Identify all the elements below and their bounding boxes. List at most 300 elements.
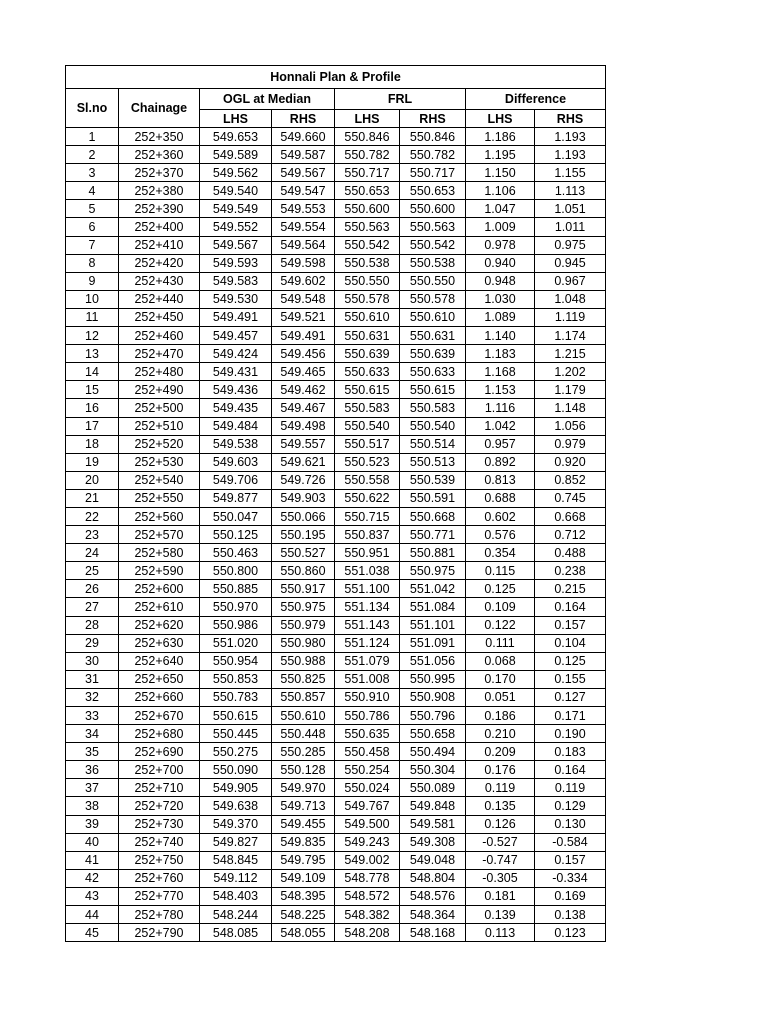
ogl-rhs-cell: 549.553 — [272, 200, 335, 218]
frl-lhs-cell: 550.622 — [335, 489, 400, 507]
frl-rhs-cell: 550.583 — [400, 399, 466, 417]
ogl-rhs-header: RHS — [272, 110, 335, 128]
difference-lhs-cell: -0.527 — [466, 833, 535, 851]
ogl-rhs-cell: 550.195 — [272, 526, 335, 544]
frl-lhs-cell: 550.610 — [335, 308, 400, 326]
difference-rhs-cell: 0.488 — [535, 544, 606, 562]
frl-lhs-cell: 550.550 — [335, 272, 400, 290]
difference-rhs-cell: 1.215 — [535, 345, 606, 363]
ogl-lhs-cell: 549.567 — [200, 236, 272, 254]
frl-rhs-cell: 550.514 — [400, 435, 466, 453]
chainage-cell: 252+720 — [119, 797, 200, 815]
ogl-lhs-cell: 550.970 — [200, 598, 272, 616]
difference-lhs-cell: 1.150 — [466, 164, 535, 182]
frl-lhs-cell: 551.143 — [335, 616, 400, 634]
difference-rhs-cell: 0.171 — [535, 707, 606, 725]
frl-lhs-cell: 550.517 — [335, 435, 400, 453]
difference-lhs-cell: 1.195 — [466, 146, 535, 164]
slno-cell: 27 — [66, 598, 119, 616]
difference-rhs-cell: 1.048 — [535, 290, 606, 308]
chainage-cell: 252+480 — [119, 363, 200, 381]
difference-rhs-cell: 1.179 — [535, 381, 606, 399]
table-row — [66, 815, 606, 833]
frl-rhs-cell: 550.846 — [400, 128, 466, 146]
ogl-lhs-cell: 549.593 — [200, 254, 272, 272]
frl-rhs-cell: 550.639 — [400, 345, 466, 363]
frl-rhs-cell: 550.796 — [400, 707, 466, 725]
chainage-cell: 252+350 — [119, 128, 200, 146]
ogl-rhs-cell: 549.564 — [272, 236, 335, 254]
chainage-cell: 252+740 — [119, 833, 200, 851]
slno-cell: 19 — [66, 453, 119, 471]
difference-lhs-cell: 1.042 — [466, 417, 535, 435]
difference-rhs-cell: 0.215 — [535, 580, 606, 598]
ogl-lhs-cell: 549.706 — [200, 471, 272, 489]
ogl-rhs-cell: 549.903 — [272, 489, 335, 507]
table-row — [66, 851, 606, 869]
table-row — [66, 254, 606, 272]
ogl-lhs-cell: 550.275 — [200, 743, 272, 761]
ogl-lhs-cell: 548.403 — [200, 887, 272, 905]
ogl-rhs-cell: 549.456 — [272, 345, 335, 363]
difference-rhs-cell: 1.056 — [535, 417, 606, 435]
frl-lhs-cell: 548.382 — [335, 906, 400, 924]
slno-cell: 37 — [66, 779, 119, 797]
difference-lhs-cell: 1.183 — [466, 345, 535, 363]
difference-header: Difference — [466, 89, 606, 110]
chainage-cell: 252+700 — [119, 761, 200, 779]
frl-rhs-cell: 550.304 — [400, 761, 466, 779]
chainage-cell: 252+410 — [119, 236, 200, 254]
ogl-rhs-cell: 550.857 — [272, 688, 335, 706]
slno-cell: 9 — [66, 272, 119, 290]
difference-rhs-cell: 0.745 — [535, 489, 606, 507]
frl-lhs-cell: 550.523 — [335, 453, 400, 471]
chainage-cell: 252+370 — [119, 164, 200, 182]
chainage-cell: 252+560 — [119, 507, 200, 525]
difference-rhs-cell: 0.967 — [535, 272, 606, 290]
chainage-cell: 252+420 — [119, 254, 200, 272]
slno-cell: 24 — [66, 544, 119, 562]
ogl-rhs-cell: 549.726 — [272, 471, 335, 489]
table-row — [66, 544, 606, 562]
ogl-rhs-cell: 550.285 — [272, 743, 335, 761]
difference-lhs-cell: 1.116 — [466, 399, 535, 417]
difference-rhs-cell: 0.127 — [535, 688, 606, 706]
chainage-cell: 252+500 — [119, 399, 200, 417]
table-row — [66, 507, 606, 525]
chainage-cell: 252+750 — [119, 851, 200, 869]
frl-lhs-cell: 550.254 — [335, 761, 400, 779]
difference-lhs-cell: 0.602 — [466, 507, 535, 525]
difference-lhs-cell: 1.186 — [466, 128, 535, 146]
frl-rhs-cell: 550.542 — [400, 236, 466, 254]
difference-rhs-cell: 1.113 — [535, 182, 606, 200]
frl-lhs-cell: 550.639 — [335, 345, 400, 363]
difference-lhs-cell: 0.068 — [466, 652, 535, 670]
difference-lhs-cell: 1.009 — [466, 218, 535, 236]
slno-cell: 18 — [66, 435, 119, 453]
frl-rhs-cell: 551.101 — [400, 616, 466, 634]
slno-cell: 38 — [66, 797, 119, 815]
chainage-cell: 252+610 — [119, 598, 200, 616]
frl-lhs-cell: 551.008 — [335, 670, 400, 688]
slno-cell: 30 — [66, 652, 119, 670]
slno-cell: 26 — [66, 580, 119, 598]
ogl-lhs-cell: 549.562 — [200, 164, 272, 182]
difference-lhs-cell: 0.176 — [466, 761, 535, 779]
slno-cell: 31 — [66, 670, 119, 688]
frl-rhs-cell: 550.089 — [400, 779, 466, 797]
frl-rhs-cell: 549.848 — [400, 797, 466, 815]
slno-cell: 23 — [66, 526, 119, 544]
difference-rhs-cell: 0.852 — [535, 471, 606, 489]
chainage-cell: 252+400 — [119, 218, 200, 236]
table-row — [66, 906, 606, 924]
chainage-cell: 252+730 — [119, 815, 200, 833]
difference-rhs-cell: -0.584 — [535, 833, 606, 851]
frl-rhs-cell: 550.668 — [400, 507, 466, 525]
slno-cell: 5 — [66, 200, 119, 218]
table-row — [66, 146, 606, 164]
ogl-lhs-cell: 550.445 — [200, 725, 272, 743]
chainage-cell: 252+540 — [119, 471, 200, 489]
ogl-rhs-cell: 549.795 — [272, 851, 335, 869]
frl-lhs-cell: 550.578 — [335, 290, 400, 308]
ogl-rhs-cell: 549.567 — [272, 164, 335, 182]
difference-rhs-cell: 0.979 — [535, 435, 606, 453]
ogl-lhs-cell: 549.638 — [200, 797, 272, 815]
frl-lhs-header: LHS — [335, 110, 400, 128]
ogl-lhs-cell: 549.424 — [200, 345, 272, 363]
frl-lhs-cell: 551.124 — [335, 634, 400, 652]
frl-lhs-cell: 549.500 — [335, 815, 400, 833]
difference-lhs-cell: 1.106 — [466, 182, 535, 200]
slno-cell: 11 — [66, 308, 119, 326]
frl-rhs-cell: 550.975 — [400, 562, 466, 580]
chainage-cell: 252+660 — [119, 688, 200, 706]
ogl-rhs-cell: 548.225 — [272, 906, 335, 924]
table-row — [66, 345, 606, 363]
slno-cell: 3 — [66, 164, 119, 182]
chainage-cell: 252+630 — [119, 634, 200, 652]
ogl-rhs-cell: 550.527 — [272, 544, 335, 562]
ogl-rhs-cell: 549.660 — [272, 128, 335, 146]
ogl-rhs-cell: 549.835 — [272, 833, 335, 851]
difference-rhs-cell: 0.169 — [535, 887, 606, 905]
ogl-lhs-cell: 549.457 — [200, 327, 272, 345]
difference-lhs-cell: 1.168 — [466, 363, 535, 381]
frl-rhs-cell: 551.056 — [400, 652, 466, 670]
difference-rhs-cell: 1.193 — [535, 128, 606, 146]
difference-lhs-cell: 0.576 — [466, 526, 535, 544]
table-row — [66, 634, 606, 652]
ogl-rhs-cell: 549.621 — [272, 453, 335, 471]
frl-rhs-cell: 548.364 — [400, 906, 466, 924]
ogl-lhs-cell: 550.125 — [200, 526, 272, 544]
chainage-cell: 252+470 — [119, 345, 200, 363]
chainage-cell: 252+760 — [119, 869, 200, 887]
ogl-lhs-cell: 550.783 — [200, 688, 272, 706]
chainage-cell: 252+710 — [119, 779, 200, 797]
slno-cell: 41 — [66, 851, 119, 869]
ogl-lhs-cell: 549.435 — [200, 399, 272, 417]
ogl-rhs-cell: 550.975 — [272, 598, 335, 616]
slno-cell: 20 — [66, 471, 119, 489]
slno-cell: 22 — [66, 507, 119, 525]
difference-rhs-cell: 0.157 — [535, 616, 606, 634]
slno-cell: 15 — [66, 381, 119, 399]
difference-lhs-cell: 0.940 — [466, 254, 535, 272]
slno-header: Sl.no — [66, 89, 119, 128]
table-row — [66, 887, 606, 905]
ogl-rhs-cell: 550.610 — [272, 707, 335, 725]
chainage-cell: 252+380 — [119, 182, 200, 200]
frl-rhs-cell: 550.494 — [400, 743, 466, 761]
ogl-lhs-cell: 550.853 — [200, 670, 272, 688]
ogl-lhs-cell: 550.463 — [200, 544, 272, 562]
ogl-lhs-cell: 549.431 — [200, 363, 272, 381]
difference-lhs-cell: 1.089 — [466, 308, 535, 326]
frl-rhs-cell: 550.717 — [400, 164, 466, 182]
ogl-lhs-cell: 548.244 — [200, 906, 272, 924]
ogl-lhs-cell: 549.603 — [200, 453, 272, 471]
chainage-cell: 252+430 — [119, 272, 200, 290]
difference-lhs-cell: 1.153 — [466, 381, 535, 399]
difference-rhs-cell: 0.123 — [535, 924, 606, 942]
slno-cell: 29 — [66, 634, 119, 652]
chainage-cell: 252+620 — [119, 616, 200, 634]
frl-rhs-cell: 550.782 — [400, 146, 466, 164]
ogl-lhs-cell: 549.538 — [200, 435, 272, 453]
slno-cell: 17 — [66, 417, 119, 435]
difference-rhs-cell: 0.157 — [535, 851, 606, 869]
table-row — [66, 616, 606, 634]
difference-lhs-cell: 0.209 — [466, 743, 535, 761]
table-row — [66, 453, 606, 471]
frl-lhs-cell: 550.563 — [335, 218, 400, 236]
ogl-lhs-cell: 548.845 — [200, 851, 272, 869]
frl-lhs-cell: 551.134 — [335, 598, 400, 616]
difference-lhs-cell: 0.119 — [466, 779, 535, 797]
difference-rhs-cell: 0.712 — [535, 526, 606, 544]
ogl-rhs-cell: 549.602 — [272, 272, 335, 290]
ogl-lhs-cell: 549.653 — [200, 128, 272, 146]
frl-rhs-cell: 550.540 — [400, 417, 466, 435]
frl-lhs-cell: 550.600 — [335, 200, 400, 218]
frl-lhs-cell: 548.208 — [335, 924, 400, 942]
frl-rhs-cell: 550.539 — [400, 471, 466, 489]
table-row — [66, 200, 606, 218]
ogl-rhs-cell: 549.465 — [272, 363, 335, 381]
chainage-cell: 252+450 — [119, 308, 200, 326]
difference-rhs-cell: 0.190 — [535, 725, 606, 743]
frl-rhs-cell: 550.600 — [400, 200, 466, 218]
difference-lhs-cell: 0.957 — [466, 435, 535, 453]
slno-cell: 32 — [66, 688, 119, 706]
frl-lhs-cell: 548.778 — [335, 869, 400, 887]
frl-lhs-cell: 551.038 — [335, 562, 400, 580]
frl-rhs-cell: 548.576 — [400, 887, 466, 905]
difference-lhs-cell: -0.305 — [466, 869, 535, 887]
frl-lhs-cell: 548.572 — [335, 887, 400, 905]
table-row — [66, 761, 606, 779]
difference-rhs-cell: 0.138 — [535, 906, 606, 924]
table-row — [66, 164, 606, 182]
difference-rhs-cell: 0.945 — [535, 254, 606, 272]
difference-lhs-cell: 0.170 — [466, 670, 535, 688]
chainage-cell: 252+650 — [119, 670, 200, 688]
slno-cell: 39 — [66, 815, 119, 833]
table-row — [66, 236, 606, 254]
frl-lhs-cell: 550.633 — [335, 363, 400, 381]
chainage-cell: 252+570 — [119, 526, 200, 544]
table-row — [66, 218, 606, 236]
slno-cell: 35 — [66, 743, 119, 761]
ogl-lhs-header: LHS — [200, 110, 272, 128]
difference-lhs-cell: 0.892 — [466, 453, 535, 471]
frl-lhs-cell: 550.951 — [335, 544, 400, 562]
table-row — [66, 471, 606, 489]
table-row — [66, 128, 606, 146]
difference-lhs-cell: 0.139 — [466, 906, 535, 924]
ogl-rhs-cell: 549.587 — [272, 146, 335, 164]
frl-rhs-cell: 550.538 — [400, 254, 466, 272]
table-row — [66, 869, 606, 887]
chainage-cell: 252+770 — [119, 887, 200, 905]
frl-lhs-cell: 549.002 — [335, 851, 400, 869]
frl-rhs-cell: 549.308 — [400, 833, 466, 851]
frl-lhs-cell: 550.615 — [335, 381, 400, 399]
table-row — [66, 308, 606, 326]
frl-rhs-cell: 550.615 — [400, 381, 466, 399]
slno-cell: 2 — [66, 146, 119, 164]
chainage-cell: 252+590 — [119, 562, 200, 580]
frl-rhs-cell: 550.908 — [400, 688, 466, 706]
frl-lhs-cell: 549.767 — [335, 797, 400, 815]
difference-lhs-cell: 0.354 — [466, 544, 535, 562]
ogl-lhs-cell: 549.877 — [200, 489, 272, 507]
ogl-rhs-cell: 550.825 — [272, 670, 335, 688]
frl-rhs-cell: 550.658 — [400, 725, 466, 743]
difference-lhs-cell: 0.051 — [466, 688, 535, 706]
frl-rhs-cell: 550.995 — [400, 670, 466, 688]
difference-rhs-cell: 1.174 — [535, 327, 606, 345]
table-row — [66, 652, 606, 670]
difference-lhs-cell: 0.688 — [466, 489, 535, 507]
frl-lhs-cell: 550.631 — [335, 327, 400, 345]
table-row — [66, 182, 606, 200]
slno-cell: 34 — [66, 725, 119, 743]
frl-rhs-header: RHS — [400, 110, 466, 128]
chainage-cell: 252+640 — [119, 652, 200, 670]
difference-lhs-header: LHS — [466, 110, 535, 128]
ogl-lhs-cell: 549.484 — [200, 417, 272, 435]
frl-rhs-cell: 549.048 — [400, 851, 466, 869]
table-row — [66, 797, 606, 815]
table-row — [66, 725, 606, 743]
chainage-cell: 252+460 — [119, 327, 200, 345]
table-row — [66, 670, 606, 688]
frl-lhs-cell: 550.717 — [335, 164, 400, 182]
frl-rhs-cell: 550.771 — [400, 526, 466, 544]
difference-rhs-cell: 1.051 — [535, 200, 606, 218]
slno-cell: 25 — [66, 562, 119, 580]
difference-lhs-cell: 0.109 — [466, 598, 535, 616]
chainage-header: Chainage — [119, 89, 200, 128]
frl-lhs-cell: 550.583 — [335, 399, 400, 417]
frl-rhs-cell: 549.581 — [400, 815, 466, 833]
frl-lhs-cell: 550.542 — [335, 236, 400, 254]
chainage-cell: 252+790 — [119, 924, 200, 942]
ogl-rhs-cell: 549.455 — [272, 815, 335, 833]
ogl-rhs-cell: 549.548 — [272, 290, 335, 308]
difference-rhs-cell: 0.668 — [535, 507, 606, 525]
difference-rhs-cell: 1.193 — [535, 146, 606, 164]
difference-rhs-cell: 0.104 — [535, 634, 606, 652]
ogl-rhs-cell: 549.498 — [272, 417, 335, 435]
slno-cell: 4 — [66, 182, 119, 200]
chainage-cell: 252+680 — [119, 725, 200, 743]
chainage-cell: 252+490 — [119, 381, 200, 399]
difference-lhs-cell: 0.181 — [466, 887, 535, 905]
difference-rhs-cell: 1.148 — [535, 399, 606, 417]
ogl-lhs-cell: 549.540 — [200, 182, 272, 200]
slno-cell: 43 — [66, 887, 119, 905]
ogl-lhs-cell: 549.549 — [200, 200, 272, 218]
ogl-rhs-cell: 549.713 — [272, 797, 335, 815]
ogl-lhs-cell: 550.615 — [200, 707, 272, 725]
ogl-rhs-cell: 550.448 — [272, 725, 335, 743]
difference-lhs-cell: 0.115 — [466, 562, 535, 580]
difference-rhs-cell: 0.920 — [535, 453, 606, 471]
frl-rhs-cell: 550.563 — [400, 218, 466, 236]
frl-lhs-cell: 549.243 — [335, 833, 400, 851]
frl-rhs-cell: 550.631 — [400, 327, 466, 345]
difference-lhs-cell: -0.747 — [466, 851, 535, 869]
chainage-cell: 252+530 — [119, 453, 200, 471]
slno-cell: 16 — [66, 399, 119, 417]
ogl-rhs-cell: 550.917 — [272, 580, 335, 598]
slno-cell: 42 — [66, 869, 119, 887]
ogl-rhs-cell: 549.557 — [272, 435, 335, 453]
table-row — [66, 435, 606, 453]
frl-rhs-cell: 550.591 — [400, 489, 466, 507]
ogl-rhs-cell: 549.547 — [272, 182, 335, 200]
ogl-lhs-cell: 550.090 — [200, 761, 272, 779]
ogl-lhs-cell: 549.436 — [200, 381, 272, 399]
frl-rhs-cell: 550.610 — [400, 308, 466, 326]
ogl-lhs-cell: 550.885 — [200, 580, 272, 598]
difference-rhs-cell: 0.129 — [535, 797, 606, 815]
ogl-lhs-cell: 550.954 — [200, 652, 272, 670]
frl-lhs-cell: 550.024 — [335, 779, 400, 797]
frl-lhs-cell: 550.558 — [335, 471, 400, 489]
chainage-cell: 252+600 — [119, 580, 200, 598]
slno-cell: 12 — [66, 327, 119, 345]
slno-cell: 40 — [66, 833, 119, 851]
table-row — [66, 833, 606, 851]
difference-rhs-cell: 1.119 — [535, 308, 606, 326]
difference-rhs-cell: 0.119 — [535, 779, 606, 797]
frl-rhs-cell: 551.084 — [400, 598, 466, 616]
table-row — [66, 272, 606, 290]
ogl-rhs-cell: 550.980 — [272, 634, 335, 652]
difference-lhs-cell: 0.948 — [466, 272, 535, 290]
difference-lhs-cell: 0.978 — [466, 236, 535, 254]
table-row — [66, 327, 606, 345]
ogl-rhs-cell: 549.462 — [272, 381, 335, 399]
